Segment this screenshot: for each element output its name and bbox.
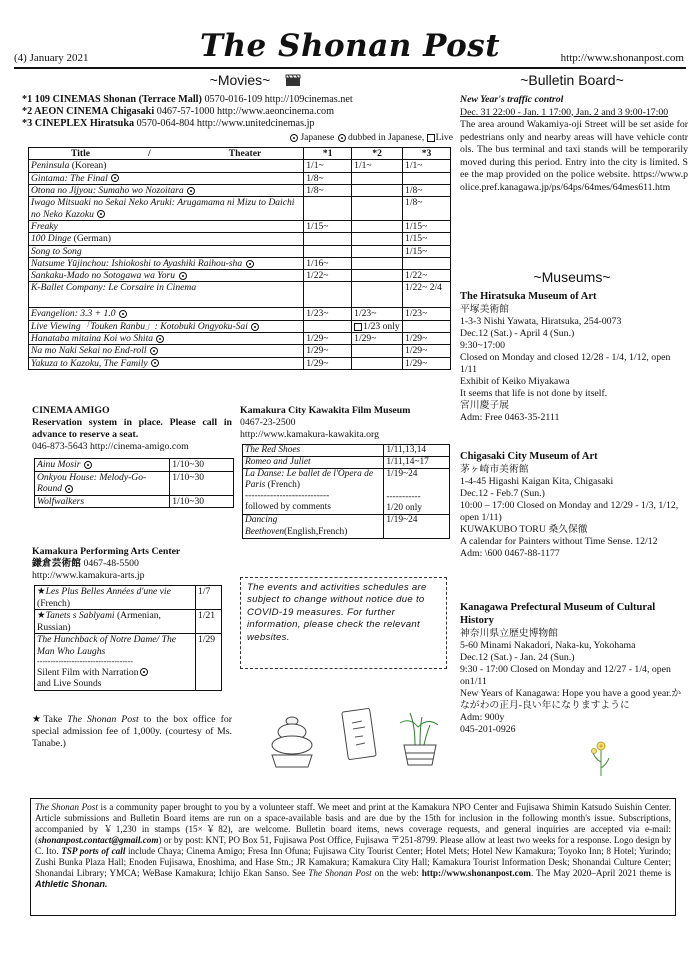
showtime-cell [403,320,451,332]
table-row [29,160,451,172]
cinema-item: *1 109 CINEMAS Shonan (Terrace Mall) 0570-016-109 http://109cinemas.net [22,94,353,105]
museum-detail: KUWAKUBO TORU 桑久保徹 [460,524,588,536]
movie-title-cell: Evangelion: 3.3 + 1.0 [29,308,304,320]
museum-detail: Adm: 900y [460,712,505,724]
website-link[interactable]: http://www.shonanpost.com [560,52,684,64]
showtime-cell: 1/22~ [304,270,352,282]
film-title-cell: Dancing Beethoven(English,French) [243,515,384,538]
dubbed-mark-icon [338,134,346,142]
museum-detail: Closed on Monday and closed 12/28 - 1/4, 1/12, open 1/11 [460,352,671,376]
showtime-cell [352,345,403,357]
movie-title-cell: Natsume Yūjinchou: Ishiokoshi to Ayashiki Raihou-sha [29,257,304,269]
showtime-cell [352,233,403,245]
film-date-cell: 1/10~30 [170,495,234,508]
showtime-cell [352,357,403,369]
showtime-cell: 1/1~ [304,160,352,172]
japanese-mark-icon [119,310,127,318]
cinema-amigo-note: Reservation system in place. Please call in advance to reserve a seat. [32,416,232,440]
table-row [29,220,451,232]
showtime-cell: 1/22~ [403,270,451,282]
japanese-mark-icon [111,174,119,182]
showtime-cell [352,184,403,196]
showtime-cell [403,257,451,269]
kpac-phone: 0467-48-5500 [83,557,139,569]
title-theater-header: Title / Theater [29,148,304,160]
showtime-cell: 1/29~ [403,345,451,357]
museum-detail: Adm: Free 0463-35-2111 [460,412,560,424]
scroll-icon [342,708,376,759]
showtime-cell: 1/29~ [304,333,352,345]
table-row [29,197,451,221]
museum-detail: 5-60 Minami Nakadori, Naka-ku, Yokohama [460,639,636,651]
table-row [29,345,451,357]
showtime-cell [352,245,403,257]
film-title-cell: The Hunchback of Notre Dame/ The Man Who Laughs ------------------------------------ Silent Film with Narration and Live Sounds [35,634,196,691]
bulletin-section-title: ~Bulletin Board~ [520,72,624,88]
movie-title-cell: Hanataba mitaina Koi wo Shita [29,333,304,345]
movie-title-cell: Otona no Jijyou: Sumaho wo Nozoitara [29,184,304,196]
showtime-cell: 1/29~ [403,333,451,345]
clapperboard-icon [285,74,301,87]
kadomatsu-icon [400,713,438,765]
museum-detail: A calendar for Painters without Time Sense. 12/12 [460,536,658,548]
table-row [29,184,451,196]
table-row [243,457,450,469]
kawakita-phone: 0467-23-2500 [240,416,296,428]
showtime-cell: 1/29~ [304,345,352,357]
film-date-cell: 1/11,13,14 [384,445,450,457]
bulletin-body: The area around Wakamiya-oji Street will be set aside for pedestrians only and nearby areas will have vehicle controls. The bus terminal and taxi stands will be temporarily moved during this period. Entry into the city is limited. See the map provided on the police website. https://www.police.pref.kanagawa.jp/ps/64ps/64mes/64mes611.htm [460,119,688,193]
museum-name: Chigasaki City Museum of Art [460,451,598,462]
film-date-cell: 1/21 [196,610,222,634]
new-year-decoration [260,695,450,775]
showtime-cell: 1/15~ [403,245,451,257]
showtime-cell: 1/29~ [403,357,451,369]
kpac-name: Kamakura Performing Arts Center [32,546,181,557]
table-row [35,610,222,634]
museum-name: The Hiratsuka Museum of Art [460,291,597,302]
film-title-cell: ★Les Plus Belles Années d'une vie (French) [35,586,196,610]
movie-title-cell: Yakuza to Kazoku, The Family [29,357,304,369]
table-row [243,445,450,457]
theater-3-header: *3 [403,148,451,160]
showtime-cell: 1/8~ [403,197,451,221]
japanese-mark-icon [65,485,73,493]
cinema-list [22,94,452,131]
table-row [29,333,451,345]
film-title-cell: Onkyou House: Melody-Go-Round [35,471,170,495]
film-title-cell: La Danse: Le ballet de l'Opera de Paris (French) --------------------------- followed by comments [243,469,384,515]
museum-detail: 10:00 – 17:00 Closed on Monday and 12/29 - 1/3, 1/12, open 1/11) [460,500,679,524]
museum-detail: 9:30 - 17:00 Closed on Monday and 12/27 - 1/4, open on1/11 [460,663,671,687]
movie-title-cell: Sankaku-Mado no Sotogawa wa Yoru [29,270,304,282]
museum-detail: 神奈川県立歴史博物館 [460,627,558,639]
showtime-cell [403,172,451,184]
film-date-cell: 1/7 [196,586,222,610]
showtime-cell: 1/22~ 2/4 [403,282,451,308]
kpac-name-jp: 鎌倉芸術館 [32,557,81,569]
table-row [35,495,234,508]
showtime-cell [352,220,403,232]
movie-schedule-table [28,147,451,370]
kawakita-url[interactable]: http://www.kamakura-kawakita.org [240,428,380,440]
theater-2-header: *2 [352,148,403,160]
showtime-cell [352,172,403,184]
kpac-discount-note: ★Take The Shonan Post to the box office for special admission fee of 1,000y. (courtesy of Ms. Tanabe.) [32,714,232,749]
table-row [243,515,450,538]
showtime-cell [352,282,403,308]
showtime-cell: 1/8~ [304,184,352,196]
movie-title-cell: Live Viewing「Touken Ranbu」: Kotobuki Ongyoku-Sai [29,320,304,332]
table-row [29,233,451,245]
museum-name: Kanagawa Prefectural Museum of Cultural History [460,602,656,626]
museums-section-title: ~Museums~ [533,269,611,285]
japanese-mark-icon [84,461,92,469]
showtime-cell [304,320,352,332]
cinema-amigo-name: CINEMA AMIGO [32,405,110,416]
kpac-table [34,585,222,691]
showtime-cell: 1/8~ [304,172,352,184]
film-date-cell: 1/10~30 [170,459,234,472]
table-row [35,471,234,495]
movie-title-cell: Peninsula (Korean) [29,160,304,172]
museum-detail: It seems that life is not done by itself. [460,388,608,400]
film-date-cell: 1/19~24 ----------- 1/20 only [384,469,450,515]
covid-notice: The events and activities schedules are subject to change without notice due to COVID-19 measures. For further information, please check the relevant websites. [240,577,447,669]
table-row [29,270,451,282]
showtime-cell: 1/15~ [403,220,451,232]
film-date-cell: 1/11,14~17 [384,457,450,469]
movie-title-cell: Iwago Mitsuaki no Sekai Neko Aruki: Arugamama ni Mizu to Daichi no Neko Kazoku [29,197,304,221]
film-date-cell: 1/10~30 [170,471,234,495]
showtime-cell [352,257,403,269]
museum-detail: 045-201-0926 [460,724,516,736]
cinema-amigo-table [34,458,234,508]
museum-detail: New Years of Kanagawa: Hope you have a good year.かながわの正月-良い年になりますように [460,688,682,712]
museum-detail: 1-4-45 Higashi Kaigan Kita, Chigasaki [460,475,614,487]
movie-title-cell: K-Ballet Company: Le Corsaire in Cinema [29,282,304,308]
movie-title-cell: Na mo Naki Sekai no End-roll [29,345,304,357]
film-title-cell: Romeo and Juliet [243,457,384,469]
museum-detail: Exhibit of Keiko Miyakawa [460,376,570,388]
museum-kanagawa [460,602,688,736]
japanese-mark-icon [140,668,148,676]
header-divider [14,67,686,69]
showtime-cell: 1/8~ [403,184,451,196]
film-title-cell: The Red Shoes [243,445,384,457]
table-header-row [29,148,451,160]
kawakita-block [240,405,455,441]
museum-detail: 9:30~17:00 [460,340,506,352]
showtime-cell: 1/23 only [352,320,403,332]
theater-1-header: *1 [304,148,352,160]
japanese-mark-icon [151,359,159,367]
bulletin-board [460,94,688,194]
museum-detail: 1-3-3 Nishi Yawata, Hiratsuka, 254-0073 [460,315,622,327]
japanese-mark-icon [251,323,259,331]
cinema-item: *3 CINEPLEX Hiratsuka 0570-064-804 http://www.unitedcinemas.jp [22,118,315,130]
film-title-cell: Wolfwalkers [35,495,170,508]
movie-title-cell: 100 Dinge (German) [29,233,304,245]
kagami-mochi-icon [272,717,312,767]
japanese-mark-icon [156,335,164,343]
contact-email[interactable]: shonanpost.contact@gmail.com [38,835,159,846]
showtime-cell: 1/15~ [304,220,352,232]
cinema-amigo-contact[interactable]: 046-873-5643 http://cinema-amigo.com [32,440,189,452]
table-row [29,172,451,184]
film-date-cell: 1/19~24 [384,515,450,538]
table-row [29,282,451,308]
masthead-logo: The Shonan Post [199,28,501,64]
showtime-cell [352,270,403,282]
japanese-mark-icon [187,187,195,195]
japanese-mark-icon [246,260,254,268]
movie-title-cell: Gintama: The Final [29,172,304,184]
japanese-mark-icon [150,347,158,355]
showtime-cell: 1/1~ [403,160,451,172]
showtime-cell [304,197,352,221]
film-title-cell: ★Tanets s Sablyami (Armenian, Russian) [35,610,196,634]
showtime-cell: 1/15~ [403,233,451,245]
table-row [29,308,451,320]
showtime-cell [304,233,352,245]
cinema-item: *2 AEON CINEMA Chigasaki 0467-57-1000 http://www.aeoncinema.com [22,106,335,118]
museum-detail: Dec.12 (Sat.) - April 4 (Sun.) [460,328,575,339]
cinema-amigo-block [32,405,232,453]
japanese-mark-icon [179,272,187,280]
museum-chigasaki [460,451,688,560]
japanese-mark-icon [290,134,298,142]
live-mark-icon [427,134,435,142]
showtime-cell [352,197,403,221]
museum-detail: Dec.12 - Feb.7 (Sun.) [460,488,545,499]
bulletin-head: New Year's traffic control [460,94,564,105]
showtime-cell: 1/23~ [352,308,403,320]
issue-date: (4) January 2021 [14,52,89,64]
movie-title-cell: Song to Song [29,245,304,257]
table-row [35,459,234,472]
museum-detail: 茅ヶ崎市美術館 [460,463,529,475]
kawakita-table [242,444,450,539]
museum-detail: Dec.12 (Sat.) - Jan. 24 (Sun.) [460,651,575,663]
showtime-cell: 1/29~ [352,333,403,345]
table-row [29,320,451,332]
kpac-block [32,546,242,582]
japanese-mark-icon [97,210,105,218]
showtime-cell: 1/1~ [352,160,403,172]
movie-legend: Japanese dubbed in Japanese, Live [240,133,453,144]
footer-info-box: The Shonan Post is a community paper brought to you by a volunteer staff. We meet and print at the Kamakura NPO Center and Fujisawa Shimin Katsudo Suishin Center. Article submissions and Bulletin Board items are run on a space-available basis and are due by the 15th for inclusion in the following month's issue. Subscriptions, accompanied by ￥1,230 in stamps (15×￥82), are welcome. Bulletin board items, news coverage requests, and general inquiries are accepted via e-mail: (shonanpost.contact@gmail.com) or by post: KNT, PO Box 51, Fujisawa Post Office, Fujisawa 〒251-8799. Please allow at least two weeks for a response. Logo design by C. Ito. TSP ports of call include Chaya; Cinema Amigo; Fresa Inn Ofuna; Fujisawa City Tourist Center; Hotel Mets; Hotel New Kamakura; Toyoko Inn; 8 Hotel; Yurindo; Zushi Bunka Plaza Hall; Enoden Fujisawa, Enoshima, and Hase Stn.; JR Kamakura; Kamakura City Hall; Kamakura Tourist Information Desk; Shonandai Culture Center; Shonandai Library; YMCA; WeBase Kamakura; Ichijo Ekan Sanso. See The Shonan Post on the web: http://www.shonanpost.com. The May 2020–April 2021 theme is Athletic Shonan. [30,798,676,916]
table-row [35,586,222,610]
daffodil-icon [590,738,612,778]
live-mark-icon [354,323,362,331]
table-row [243,469,450,515]
showtime-cell: 1/29~ [304,357,352,369]
museum-detail: 宮川慶子展 [460,400,509,412]
movies-section-title: ~Movies~ [209,72,271,88]
showtime-cell [304,245,352,257]
showtime-cell [304,282,352,308]
film-date-cell: 1/29 [196,634,222,691]
table-row [35,634,222,691]
showtime-cell: 1/16~ [304,257,352,269]
footer-website-link[interactable]: http://www.shonanpost.com [421,868,531,879]
bulletin-dates: Dec. 31 22:00 - Jan. 1 17:00, Jan. 2 and 3 9:00-17:00 [460,106,669,118]
table-row [29,257,451,269]
museum-hiratsuka [460,291,688,424]
museum-detail: Adm: \600 0467-88-1177 [460,548,560,560]
museum-detail: 平塚美術館 [460,303,509,315]
showtime-cell: 1/23~ [403,308,451,320]
table-row [29,245,451,257]
film-title-cell: Ainu Mosir [35,459,170,472]
kpac-url[interactable]: http://www.kamakura-arts.jp [32,569,145,581]
table-row [29,357,451,369]
kawakita-name: Kamakura City Kawakita Film Museum [240,405,411,416]
movie-title-cell: Freaky [29,220,304,232]
showtime-cell: 1/23~ [304,308,352,320]
